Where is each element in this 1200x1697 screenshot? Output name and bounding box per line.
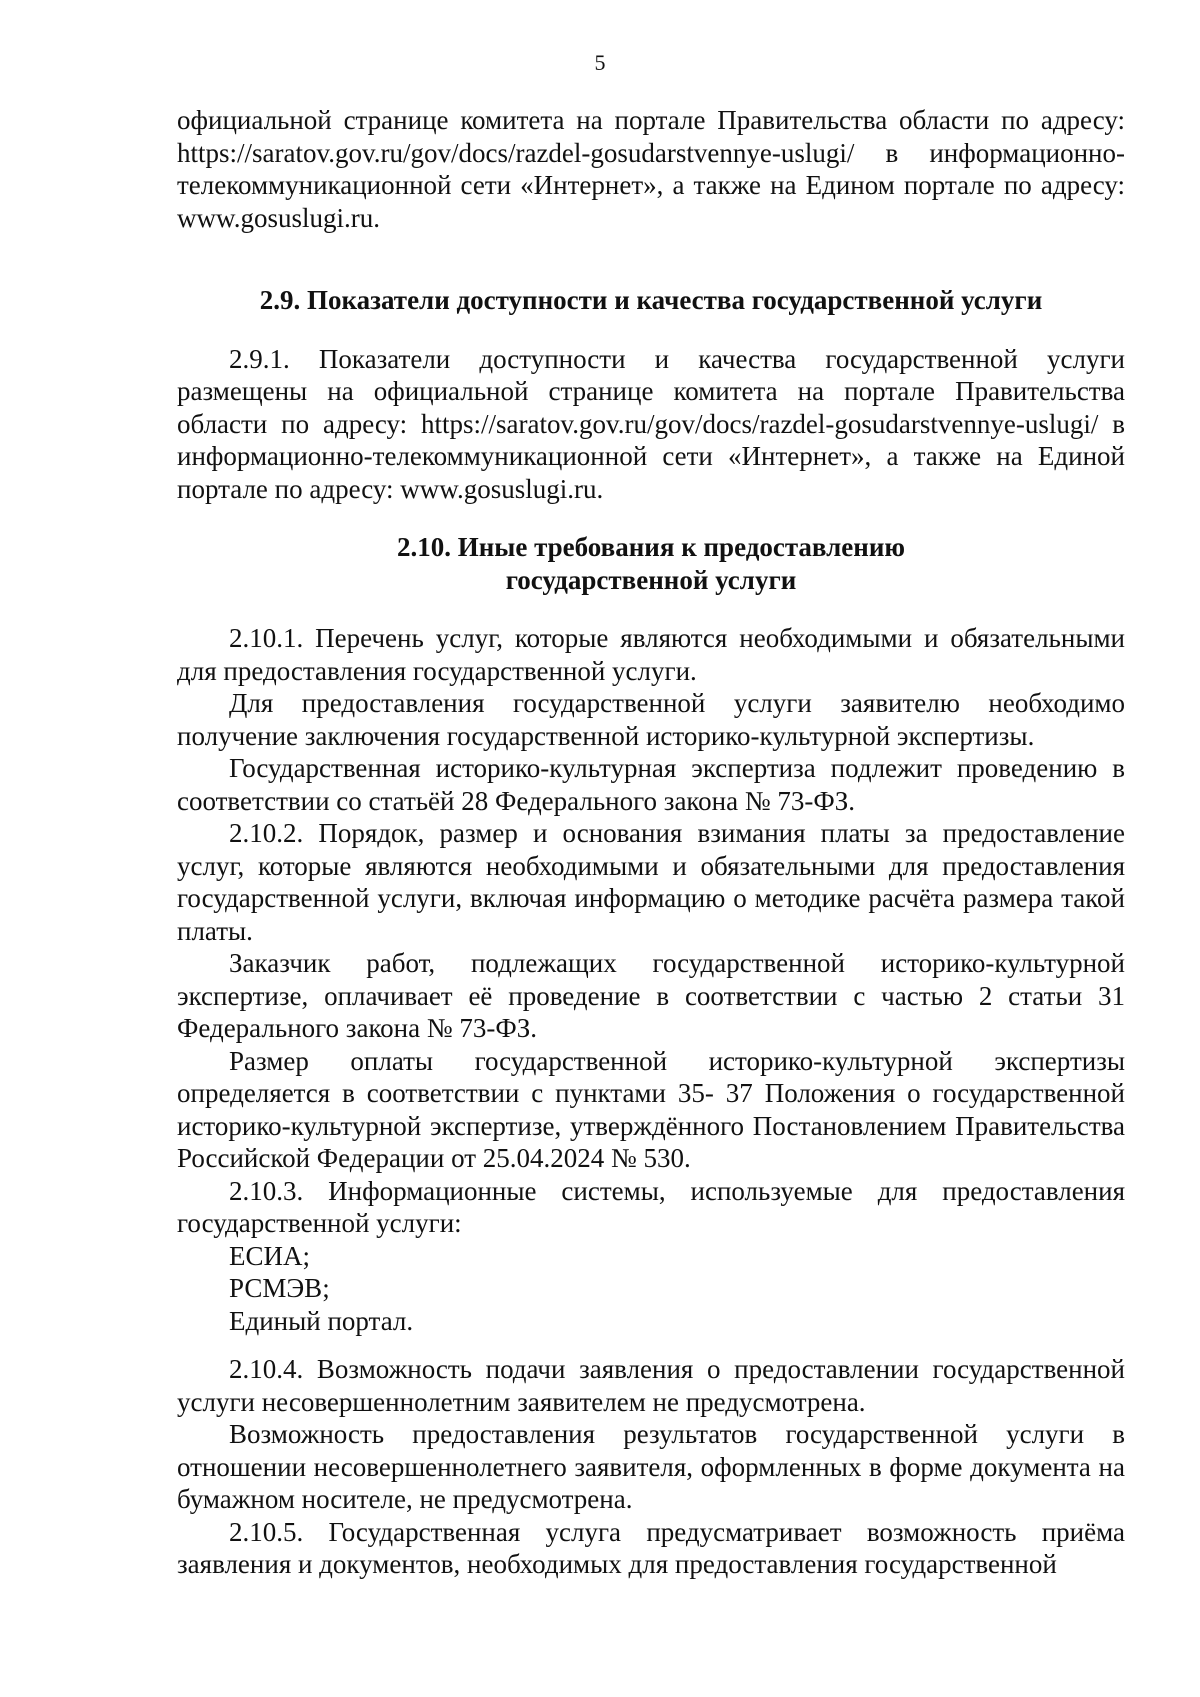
list-item: РСМЭВ; [229,1273,330,1303]
page-number: 5 [594,50,606,75]
paragraph-2-9-1: 2.9.1. Показатели доступности и качества государственной услуги размещены на официальной странице комитета на портале Правительства области по адресу: https://saratov.gov.ru/gov/docs/razdel-gosudarstvennye-uslugi/ в информационно-телекоммуникационной сети «Интернет», а также на Единой портале по адресу: www.gosuslugi.ru. [177,343,1125,504]
paragraph-2-10-1: 2.10.1. Перечень услуг, которые являются необходимыми и обязательными для предоставления государственной услуги. [177,623,1125,686]
paragraph-2-10-4: 2.10.4. Возможность подачи заявления о предоставлении государственной услуги несовершеннолетним заявителем не предусмотрена. [177,1354,1125,1417]
paragraph-2-10-3: 2.10.3. Информационные системы, используемые для предоставления государственной услуги: [177,1175,1125,1238]
document-body [177,104,1125,1581]
heading-2-9: 2.9. Показатели доступности и качества государственной услуги [259,285,1043,315]
paragraph-2-10-1-a: Для предоставления государственной услуги заявителю необходимо получение заключения государственной историко-культурной экспертизы. [177,688,1125,751]
heading-2-10-line1: 2.10. Иные требования к предоставлению [396,532,906,562]
paragraph-2-10-2: 2.10.2. Порядок, размер и основания взимания платы за предоставление услуг, которые являются необходимыми и обязательными для предоставления государственной услуги, включая информацию о методике расчёта размера такой платы. [177,818,1125,946]
heading-2-10-line2: государственной услуги [505,564,797,595]
list-item: Единый портал. [229,1305,414,1336]
paragraph-2-10-4-a: Возможность предоставления результатов государственной услуги в отношении несовершеннолетнего заявителя, оформленных в форме документа на бумажном носителе, не предусмотрена. [177,1419,1125,1514]
paragraph-2-10-5: 2.10.5. Государственная услуга предусматривает возможность приёма заявления и документов, необходимых для предоставления государственной [177,1516,1125,1579]
list-item: ЕСИА; [229,1240,310,1271]
paragraph-2-10-1-b: Государственная историко-культурная экспертиза подлежит проведению в соответствии со статьёй 28 Федерального закона № 73-ФЗ. [177,753,1125,816]
paragraph-2-10-2-a: Заказчик работ, подлежащих государственной историко-культурной экспертизе, оплачивает её проведение в соответствии с частью 2 статьи 31 Федерального закона № 73-ФЗ. [177,948,1125,1043]
paragraph-2-10-2-b: Размер оплаты государственной историко-культурной экспертизы определяется в соответствии с пунктами 35- 37 Положения о государственной историко-культурной экспертизе, утверждённого Постановлением Правительства Российской Федерации от 25.04.2024 № 530. [177,1045,1125,1173]
paragraph-intro: официальной странице комитета на портале Правительства области по адресу: https://saratov.gov.ru/gov/docs/razdel-gosudarstvennye-uslugi/ в информационно-телекоммуникационной сети «Интернет», а также на Едином портале по адресу: www.gosuslugi.ru. [177,105,1125,233]
